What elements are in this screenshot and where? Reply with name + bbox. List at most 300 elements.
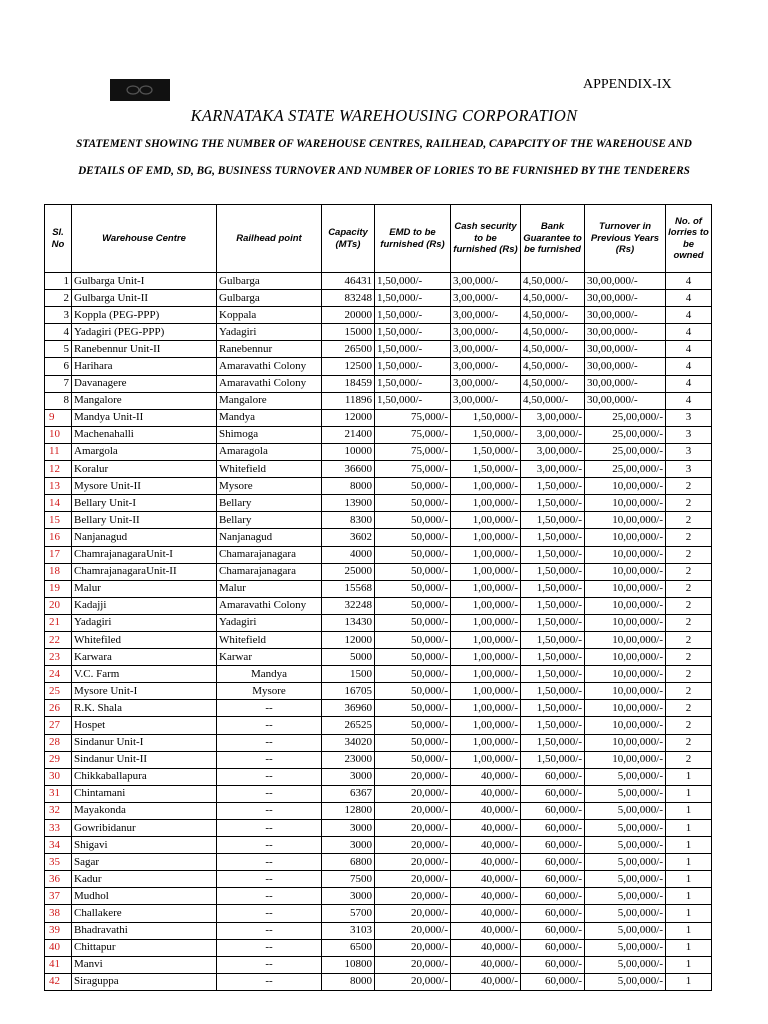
cell-warehouse-centre: Mysore Unit-I: [72, 683, 217, 700]
table-row: [45, 768, 712, 785]
cell-sl-no: 32: [45, 802, 72, 819]
cell-capacity: 26525: [322, 717, 375, 734]
cell-bank-guarantee: 4,50,000/-: [521, 307, 585, 324]
cell-railhead: --: [217, 820, 322, 837]
cell-lorries: 1: [666, 871, 712, 888]
cell-cash-security: 1,50,000/-: [451, 409, 521, 426]
cell-cash-security: 40,000/-: [451, 905, 521, 922]
cell-cash-security: 40,000/-: [451, 837, 521, 854]
cell-railhead: --: [217, 854, 322, 871]
cell-cash-security: 3,00,000/-: [451, 392, 521, 409]
cell-railhead: Mandya: [217, 666, 322, 683]
cell-railhead: Karwar: [217, 649, 322, 666]
table-row: [45, 734, 712, 751]
cell-capacity: 32248: [322, 597, 375, 614]
cell-bank-guarantee: 1,50,000/-: [521, 666, 585, 683]
cell-turnover: 10,00,000/-: [585, 700, 666, 717]
cell-bank-guarantee: 1,50,000/-: [521, 563, 585, 580]
table-row: [45, 341, 712, 358]
cell-bank-guarantee: 60,000/-: [521, 871, 585, 888]
cell-turnover: 5,00,000/-: [585, 871, 666, 888]
cell-railhead: Malur: [217, 580, 322, 597]
cell-bank-guarantee: 60,000/-: [521, 854, 585, 871]
cell-capacity: 34020: [322, 734, 375, 751]
cell-railhead: Koppala: [217, 307, 322, 324]
cell-sl-no: 6: [45, 358, 72, 375]
cell-sl-no: 11: [45, 443, 72, 460]
cell-warehouse-centre: Davanagere: [72, 375, 217, 392]
cell-capacity: 13900: [322, 495, 375, 512]
cell-warehouse-centre: Kadajji: [72, 597, 217, 614]
cell-cash-security: 1,00,000/-: [451, 631, 521, 648]
cell-cash-security: 40,000/-: [451, 939, 521, 956]
cell-turnover: 10,00,000/-: [585, 563, 666, 580]
cell-turnover: 10,00,000/-: [585, 546, 666, 563]
cell-cash-security: 40,000/-: [451, 888, 521, 905]
cell-bank-guarantee: 60,000/-: [521, 888, 585, 905]
cell-capacity: 5700: [322, 905, 375, 922]
cell-lorries: 1: [666, 922, 712, 939]
cell-capacity: 6500: [322, 939, 375, 956]
cell-bank-guarantee: 1,50,000/-: [521, 631, 585, 648]
cell-railhead: Gulbarga: [217, 273, 322, 290]
cell-turnover: 25,00,000/-: [585, 426, 666, 443]
cell-bank-guarantee: 1,50,000/-: [521, 512, 585, 529]
table-row: [45, 426, 712, 443]
cell-sl-no: 39: [45, 922, 72, 939]
cell-emd: 20,000/-: [375, 802, 451, 819]
cell-capacity: 16705: [322, 683, 375, 700]
cell-emd: 50,000/-: [375, 700, 451, 717]
cell-bank-guarantee: 4,50,000/-: [521, 392, 585, 409]
cell-capacity: 46431: [322, 273, 375, 290]
cell-lorries: 2: [666, 478, 712, 495]
cell-lorries: 4: [666, 273, 712, 290]
cell-emd: 1,50,000/-: [375, 290, 451, 307]
cell-turnover: 5,00,000/-: [585, 956, 666, 973]
cell-bank-guarantee: 1,50,000/-: [521, 751, 585, 768]
cell-warehouse-centre: ChamrajanagaraUnit-II: [72, 563, 217, 580]
cell-turnover: 30,00,000/-: [585, 273, 666, 290]
cell-warehouse-centre: Manvi: [72, 956, 217, 973]
cell-lorries: 1: [666, 956, 712, 973]
cell-sl-no: 27: [45, 717, 72, 734]
cell-sl-no: 19: [45, 580, 72, 597]
cell-turnover: 10,00,000/-: [585, 649, 666, 666]
cell-bank-guarantee: 4,50,000/-: [521, 324, 585, 341]
cell-warehouse-centre: Ranebennur Unit-II: [72, 341, 217, 358]
cell-capacity: 8000: [322, 478, 375, 495]
cell-warehouse-centre: Yadagiri (PEG-PPP): [72, 324, 217, 341]
cell-lorries: 1: [666, 854, 712, 871]
table-row: [45, 478, 712, 495]
cell-turnover: 10,00,000/-: [585, 666, 666, 683]
cell-sl-no: 25: [45, 683, 72, 700]
table-row: [45, 905, 712, 922]
cell-sl-no: 7: [45, 375, 72, 392]
cell-emd: 50,000/-: [375, 614, 451, 631]
cell-bank-guarantee: 1,50,000/-: [521, 614, 585, 631]
cell-turnover: 10,00,000/-: [585, 597, 666, 614]
cell-emd: 50,000/-: [375, 597, 451, 614]
cell-capacity: 36600: [322, 461, 375, 478]
cell-lorries: 1: [666, 973, 712, 990]
cell-sl-no: 17: [45, 546, 72, 563]
cell-bank-guarantee: 4,50,000/-: [521, 375, 585, 392]
cell-emd: 1,50,000/-: [375, 307, 451, 324]
cell-lorries: 2: [666, 631, 712, 648]
cell-railhead: Whitefield: [217, 631, 322, 648]
cell-warehouse-centre: Gulbarga Unit-I: [72, 273, 217, 290]
table-row: [45, 854, 712, 871]
cell-turnover: 10,00,000/-: [585, 683, 666, 700]
cell-railhead: Ranebennur: [217, 341, 322, 358]
cell-cash-security: 40,000/-: [451, 768, 521, 785]
cell-sl-no: 30: [45, 768, 72, 785]
cell-emd: 1,50,000/-: [375, 324, 451, 341]
cell-lorries: 4: [666, 358, 712, 375]
cell-lorries: 2: [666, 597, 712, 614]
cell-sl-no: 40: [45, 939, 72, 956]
cell-emd: 1,50,000/-: [375, 392, 451, 409]
cell-capacity: 3602: [322, 529, 375, 546]
cell-bank-guarantee: 1,50,000/-: [521, 580, 585, 597]
cell-warehouse-centre: Mayakonda: [72, 802, 217, 819]
cell-turnover: 10,00,000/-: [585, 734, 666, 751]
cell-turnover: 5,00,000/-: [585, 837, 666, 854]
table-row: [45, 717, 712, 734]
cell-cash-security: 40,000/-: [451, 956, 521, 973]
cell-cash-security: 1,00,000/-: [451, 734, 521, 751]
cell-capacity: 12500: [322, 358, 375, 375]
cell-lorries: 4: [666, 375, 712, 392]
cell-warehouse-centre: R.K. Shala: [72, 700, 217, 717]
cell-emd: 50,000/-: [375, 717, 451, 734]
cell-turnover: 5,00,000/-: [585, 973, 666, 990]
cell-warehouse-centre: Shigavi: [72, 837, 217, 854]
cell-turnover: 5,00,000/-: [585, 939, 666, 956]
cell-capacity: 6367: [322, 785, 375, 802]
cell-warehouse-centre: Siraguppa: [72, 973, 217, 990]
cell-warehouse-centre: Whitefiled: [72, 631, 217, 648]
cell-emd: 20,000/-: [375, 939, 451, 956]
cell-cash-security: 40,000/-: [451, 871, 521, 888]
cell-cash-security: 1,00,000/-: [451, 666, 521, 683]
cell-sl-no: 24: [45, 666, 72, 683]
cell-capacity: 12000: [322, 631, 375, 648]
cell-sl-no: 2: [45, 290, 72, 307]
cell-lorries: 2: [666, 580, 712, 597]
cell-railhead: Amaravathi Colony: [217, 358, 322, 375]
cell-railhead: --: [217, 871, 322, 888]
cell-emd: 50,000/-: [375, 495, 451, 512]
cell-emd: 50,000/-: [375, 666, 451, 683]
cell-lorries: 4: [666, 307, 712, 324]
table-row: [45, 888, 712, 905]
cell-warehouse-centre: ChamrajanagaraUnit-I: [72, 546, 217, 563]
cell-turnover: 5,00,000/-: [585, 802, 666, 819]
cell-cash-security: 3,00,000/-: [451, 341, 521, 358]
cell-railhead: --: [217, 785, 322, 802]
table-row: [45, 273, 712, 290]
cell-sl-no: 38: [45, 905, 72, 922]
table-row: [45, 358, 712, 375]
cell-bank-guarantee: 60,000/-: [521, 973, 585, 990]
cell-cash-security: 1,00,000/-: [451, 580, 521, 597]
cell-warehouse-centre: Gowribidanur: [72, 820, 217, 837]
cell-cash-security: 1,50,000/-: [451, 461, 521, 478]
cell-emd: 50,000/-: [375, 751, 451, 768]
table-row: [45, 512, 712, 529]
cell-emd: 75,000/-: [375, 443, 451, 460]
cell-sl-no: 3: [45, 307, 72, 324]
cell-warehouse-centre: Koppla (PEG-PPP): [72, 307, 217, 324]
cell-warehouse-centre: Sindanur Unit-I: [72, 734, 217, 751]
cell-turnover: 10,00,000/-: [585, 478, 666, 495]
cell-cash-security: 40,000/-: [451, 922, 521, 939]
cell-bank-guarantee: 60,000/-: [521, 785, 585, 802]
cell-cash-security: 1,00,000/-: [451, 614, 521, 631]
cell-bank-guarantee: 60,000/-: [521, 820, 585, 837]
cell-warehouse-centre: Sagar: [72, 854, 217, 871]
cell-emd: 20,000/-: [375, 973, 451, 990]
cell-railhead: --: [217, 956, 322, 973]
cell-bank-guarantee: 1,50,000/-: [521, 495, 585, 512]
cell-bank-guarantee: 1,50,000/-: [521, 529, 585, 546]
cell-bank-guarantee: 4,50,000/-: [521, 341, 585, 358]
cell-capacity: 5000: [322, 649, 375, 666]
cell-cash-security: 1,00,000/-: [451, 478, 521, 495]
table-row: [45, 700, 712, 717]
cell-warehouse-centre: Mangalore: [72, 392, 217, 409]
cell-railhead: Nanjanagud: [217, 529, 322, 546]
cell-turnover: 10,00,000/-: [585, 751, 666, 768]
cell-warehouse-centre: Sindanur Unit-II: [72, 751, 217, 768]
cell-sl-no: 37: [45, 888, 72, 905]
cell-sl-no: 42: [45, 973, 72, 990]
cell-turnover: 30,00,000/-: [585, 375, 666, 392]
cell-capacity: 10800: [322, 956, 375, 973]
cell-emd: 75,000/-: [375, 409, 451, 426]
cell-emd: 50,000/-: [375, 546, 451, 563]
cell-lorries: 1: [666, 905, 712, 922]
cell-bank-guarantee: 60,000/-: [521, 802, 585, 819]
cell-sl-no: 13: [45, 478, 72, 495]
cell-bank-guarantee: 1,50,000/-: [521, 700, 585, 717]
col-header-bank-guarantee: Bank Guarantee to be furnished: [521, 205, 585, 273]
cell-turnover: 30,00,000/-: [585, 358, 666, 375]
cell-cash-security: 1,00,000/-: [451, 563, 521, 580]
cell-turnover: 5,00,000/-: [585, 820, 666, 837]
cell-emd: 75,000/-: [375, 426, 451, 443]
cell-lorries: 3: [666, 409, 712, 426]
cell-railhead: Mangalore: [217, 392, 322, 409]
cell-warehouse-centre: Kadur: [72, 871, 217, 888]
cell-lorries: 1: [666, 888, 712, 905]
cell-capacity: 36960: [322, 700, 375, 717]
cell-lorries: 3: [666, 443, 712, 460]
cell-emd: 20,000/-: [375, 922, 451, 939]
cell-bank-guarantee: 60,000/-: [521, 922, 585, 939]
cell-lorries: 2: [666, 529, 712, 546]
table-row: [45, 973, 712, 990]
table-row: [45, 375, 712, 392]
cell-lorries: 2: [666, 495, 712, 512]
cell-railhead: --: [217, 700, 322, 717]
cell-sl-no: 34: [45, 837, 72, 854]
cell-emd: 50,000/-: [375, 512, 451, 529]
cell-railhead: --: [217, 939, 322, 956]
cell-lorries: 2: [666, 683, 712, 700]
cell-railhead: --: [217, 734, 322, 751]
cell-warehouse-centre: Chintamani: [72, 785, 217, 802]
cell-bank-guarantee: 4,50,000/-: [521, 358, 585, 375]
cell-lorries: 3: [666, 426, 712, 443]
cell-turnover: 10,00,000/-: [585, 631, 666, 648]
cell-warehouse-centre: Nanjanagud: [72, 529, 217, 546]
cell-cash-security: 3,00,000/-: [451, 290, 521, 307]
cell-bank-guarantee: 1,50,000/-: [521, 683, 585, 700]
table-row: [45, 443, 712, 460]
cell-capacity: 13430: [322, 614, 375, 631]
cell-bank-guarantee: 4,50,000/-: [521, 290, 585, 307]
cell-capacity: 3000: [322, 820, 375, 837]
cell-bank-guarantee: 1,50,000/-: [521, 734, 585, 751]
cell-railhead: Whitefield: [217, 461, 322, 478]
cell-railhead: Amaravathi Colony: [217, 375, 322, 392]
cell-cash-security: 1,00,000/-: [451, 546, 521, 563]
cell-warehouse-centre: Hospet: [72, 717, 217, 734]
cell-turnover: 25,00,000/-: [585, 409, 666, 426]
cell-lorries: 1: [666, 785, 712, 802]
cell-railhead: Chamarajanagara: [217, 546, 322, 563]
cell-cash-security: 40,000/-: [451, 973, 521, 990]
cell-capacity: 8000: [322, 973, 375, 990]
cell-railhead: --: [217, 717, 322, 734]
cell-lorries: 4: [666, 341, 712, 358]
cell-bank-guarantee: 60,000/-: [521, 837, 585, 854]
cell-warehouse-centre: Challakere: [72, 905, 217, 922]
warehouse-table: [44, 204, 712, 991]
table-row: [45, 683, 712, 700]
cell-sl-no: 28: [45, 734, 72, 751]
cell-emd: 1,50,000/-: [375, 341, 451, 358]
table-row: [45, 324, 712, 341]
cell-cash-security: 1,00,000/-: [451, 751, 521, 768]
cell-cash-security: 1,00,000/-: [451, 495, 521, 512]
col-header-cash-security: Cash security to be furnished (Rs): [451, 205, 521, 273]
cell-bank-guarantee: 60,000/-: [521, 768, 585, 785]
cell-sl-no: 10: [45, 426, 72, 443]
cell-bank-guarantee: 60,000/-: [521, 905, 585, 922]
table-row: [45, 563, 712, 580]
cell-cash-security: 40,000/-: [451, 820, 521, 837]
cell-railhead: Bellary: [217, 495, 322, 512]
cell-bank-guarantee: 60,000/-: [521, 939, 585, 956]
cell-railhead: Gulbarga: [217, 290, 322, 307]
cell-sl-no: 1: [45, 273, 72, 290]
cell-warehouse-centre: Bellary Unit-I: [72, 495, 217, 512]
cell-cash-security: 1,00,000/-: [451, 717, 521, 734]
table-row: [45, 529, 712, 546]
cell-sl-no: 21: [45, 614, 72, 631]
cell-emd: 20,000/-: [375, 905, 451, 922]
cell-turnover: 5,00,000/-: [585, 854, 666, 871]
table-row: [45, 614, 712, 631]
cell-railhead: --: [217, 888, 322, 905]
cell-emd: 20,000/-: [375, 871, 451, 888]
cell-turnover: 10,00,000/-: [585, 717, 666, 734]
cell-sl-no: 35: [45, 854, 72, 871]
appendix-label: APPENDIX-IX: [583, 77, 672, 92]
cell-cash-security: 1,50,000/-: [451, 426, 521, 443]
cell-capacity: 3103: [322, 922, 375, 939]
cell-sl-no: 16: [45, 529, 72, 546]
col-header-warehouse-centre: Warehouse Centre: [72, 205, 217, 273]
cell-lorries: 4: [666, 392, 712, 409]
cell-cash-security: 3,00,000/-: [451, 307, 521, 324]
cell-turnover: 30,00,000/-: [585, 324, 666, 341]
cell-warehouse-centre: Bellary Unit-II: [72, 512, 217, 529]
cell-cash-security: 40,000/-: [451, 854, 521, 871]
cell-sl-no: 23: [45, 649, 72, 666]
cell-railhead: Shimoga: [217, 426, 322, 443]
table-row: [45, 751, 712, 768]
col-header-railhead: Railhead point: [217, 205, 322, 273]
cell-capacity: 11896: [322, 392, 375, 409]
cell-warehouse-centre: Mysore Unit-II: [72, 478, 217, 495]
cell-railhead: --: [217, 905, 322, 922]
cell-capacity: 3000: [322, 768, 375, 785]
cell-railhead: Yadagiri: [217, 614, 322, 631]
table-row: [45, 631, 712, 648]
cell-railhead: Mandya: [217, 409, 322, 426]
cell-bank-guarantee: 1,50,000/-: [521, 717, 585, 734]
cell-cash-security: 1,00,000/-: [451, 597, 521, 614]
cell-emd: 50,000/-: [375, 649, 451, 666]
cell-turnover: 5,00,000/-: [585, 905, 666, 922]
cell-turnover: 30,00,000/-: [585, 307, 666, 324]
cell-warehouse-centre: Yadagiri: [72, 614, 217, 631]
cell-warehouse-centre: Gulbarga Unit-II: [72, 290, 217, 307]
cell-turnover: 10,00,000/-: [585, 614, 666, 631]
cell-railhead: Bellary: [217, 512, 322, 529]
cell-emd: 1,50,000/-: [375, 375, 451, 392]
cell-warehouse-centre: Karwara: [72, 649, 217, 666]
table-row: [45, 409, 712, 426]
logo-block: [110, 79, 170, 101]
cell-capacity: 23000: [322, 751, 375, 768]
cell-cash-security: 40,000/-: [451, 785, 521, 802]
table-row: [45, 546, 712, 563]
cell-emd: 20,000/-: [375, 956, 451, 973]
table-row: [45, 922, 712, 939]
cell-cash-security: 3,00,000/-: [451, 324, 521, 341]
cell-warehouse-centre: Chikkaballapura: [72, 768, 217, 785]
cell-capacity: 25000: [322, 563, 375, 580]
table-body: [45, 273, 712, 991]
cell-emd: 50,000/-: [375, 563, 451, 580]
table-row: [45, 939, 712, 956]
table-row: [45, 666, 712, 683]
cell-cash-security: 1,00,000/-: [451, 700, 521, 717]
cell-emd: 20,000/-: [375, 854, 451, 871]
cell-emd: 1,50,000/-: [375, 273, 451, 290]
cell-capacity: 15000: [322, 324, 375, 341]
cell-lorries: 4: [666, 324, 712, 341]
cell-capacity: 3000: [322, 888, 375, 905]
cell-lorries: 1: [666, 837, 712, 854]
